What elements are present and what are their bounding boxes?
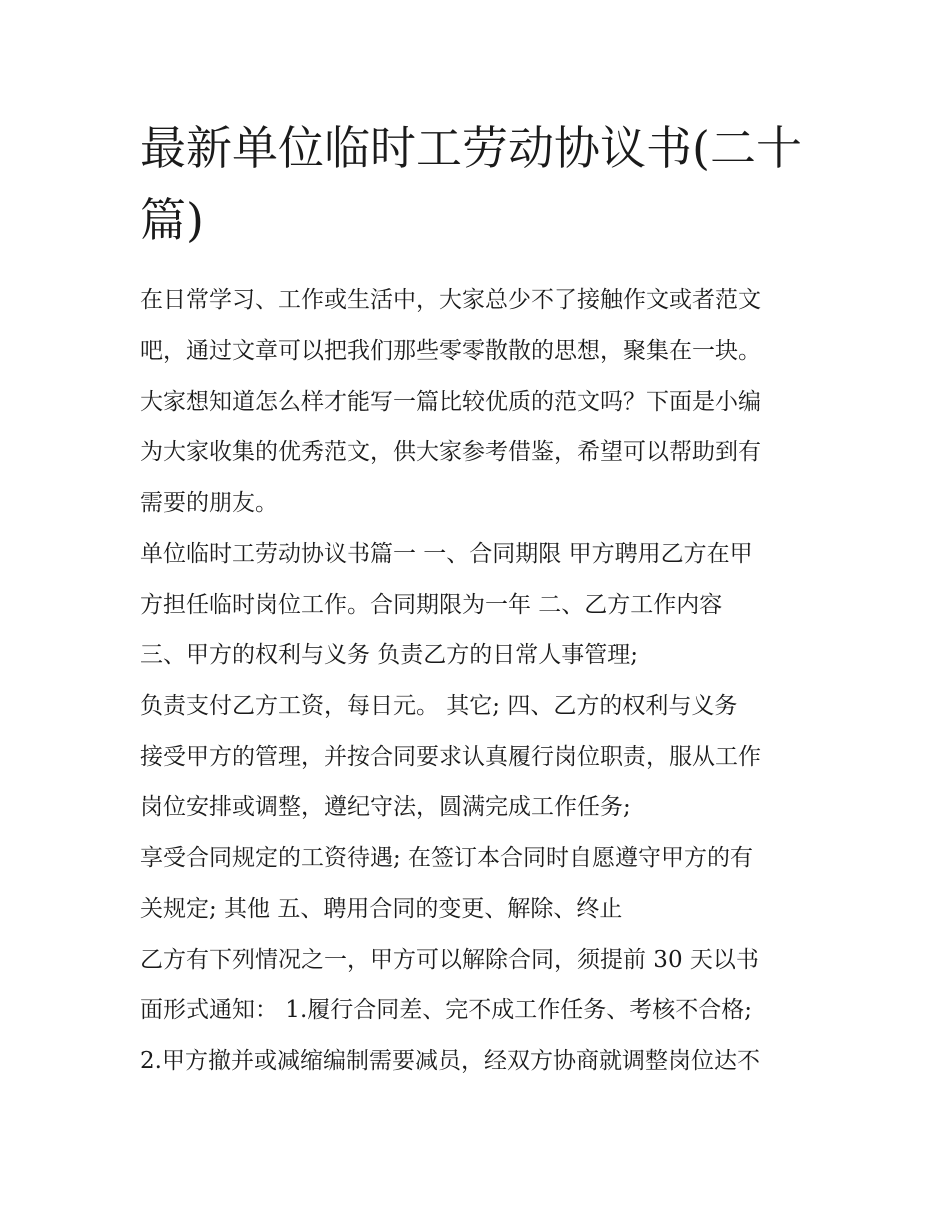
body-line-14: 乙方有下列情况之一，甲方可以解除合同，须提前 30 天以书 — [140, 947, 759, 973]
body-line-6: 单位临时工劳动协议书篇一 一、合同期限 甲方聘用乙方在甲 — [140, 541, 753, 567]
body-line-2: 吧，通过文章可以把我们那些零零散散的思想，聚集在一块。 — [140, 338, 761, 364]
body-line-16: 2.甲方撤并或减缩编制需要减员，经双方协商就调整岗位达不 — [140, 1048, 760, 1074]
body-line-13: 关规定; 其他 五、聘用合同的变更、解除、终止 — [140, 896, 623, 922]
body-line-7: 方担任临时岗位工作。合同期限为一年 二、乙方工作内容 — [140, 592, 723, 618]
body-line-10: 接受甲方的管理，并按合同要求认真履行岗位职责，服从工作 — [140, 744, 761, 770]
document-title: 最新单位临时工劳动协议书(二十篇) — [140, 121, 802, 247]
body-line-8: 三、甲方的权利与义务 负责乙方的日常人事管理; — [140, 642, 639, 668]
body-line-3: 大家想知道怎么样才能写一篇比较优质的范文吗？下面是小编 — [140, 389, 761, 415]
body-line-1: 在日常学习、工作或生活中，大家总少不了接触作文或者范文 — [140, 287, 761, 313]
body-line-4: 为大家收集的优秀范文，供大家参考借鉴，希望可以帮助到有 — [140, 439, 761, 465]
body-line-5: 需要的朋友。 — [140, 490, 278, 516]
body-line-12: 享受合同规定的工资待遇; 在签订本合同时自愿遵守甲方的有 — [140, 845, 754, 871]
body-line-11: 岗位安排或调整，遵纪守法，圆满完成工作任务; — [140, 794, 631, 820]
body-line-9: 负责支付乙方工资，每日元。 其它; 四、乙方的权利与义务 — [140, 693, 738, 719]
body-line-15: 面形式通知： 1.履行合同差、完不成工作任务、考核不合格; — [140, 997, 753, 1023]
